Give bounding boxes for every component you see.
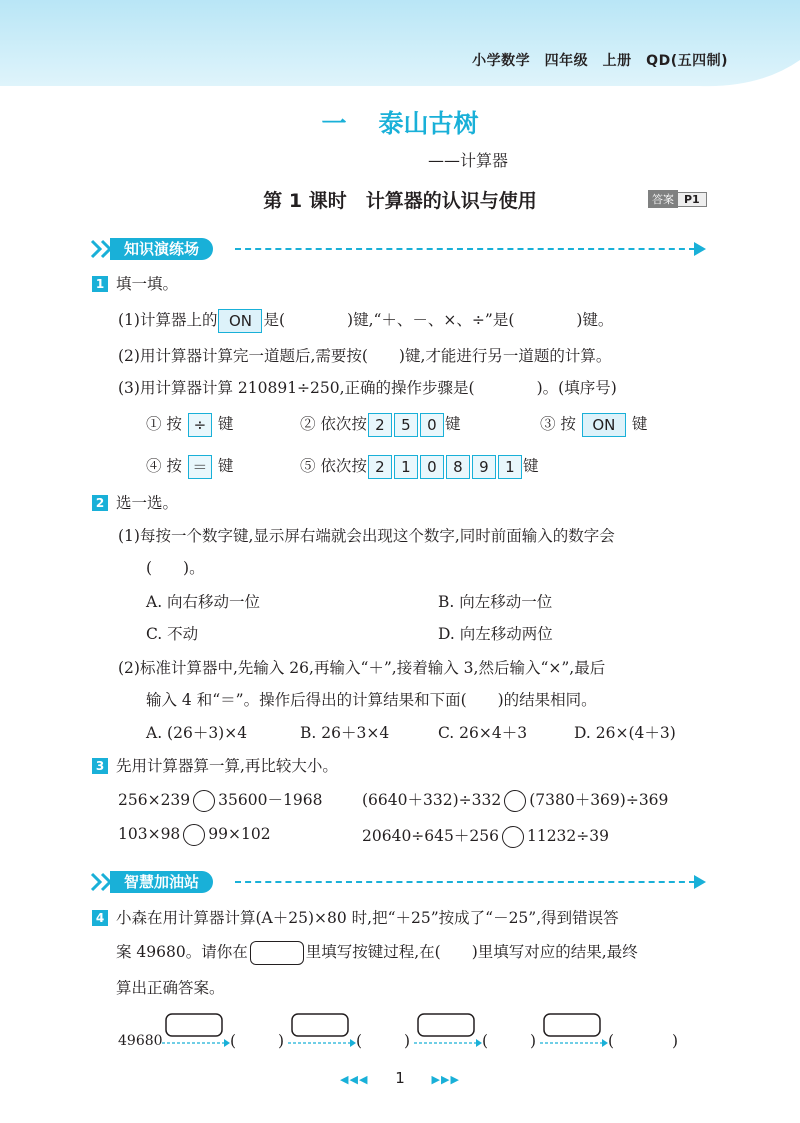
key-input-box bbox=[292, 1014, 348, 1036]
section-title: 知识演练场 bbox=[110, 238, 213, 260]
q1-part1 bbox=[118, 308, 613, 333]
header-series: 小学数学 四年级 上册 QD(五四制) bbox=[472, 53, 728, 69]
on-key: ON bbox=[218, 309, 262, 333]
expr-right: 11232÷39 bbox=[526, 827, 609, 845]
chapter-number: 一 bbox=[321, 109, 347, 138]
digit-key: 5 bbox=[394, 413, 418, 437]
question-number: 4 bbox=[92, 910, 108, 926]
lesson-title: 第 1 课时 计算器的认识与使用 bbox=[263, 190, 537, 212]
expr-left: 20640÷645＋256 bbox=[362, 827, 499, 845]
compare-circle[interactable] bbox=[193, 790, 215, 812]
expr-right: 35600－1968 bbox=[218, 791, 323, 809]
section-header-challenge bbox=[90, 869, 710, 895]
expr-left: (6640＋332)÷332 bbox=[362, 791, 502, 809]
arrow-right-icon bbox=[694, 875, 706, 889]
key-box bbox=[250, 941, 304, 965]
divide-key: ÷ bbox=[188, 413, 212, 437]
section-divider bbox=[235, 881, 695, 883]
on-key: ON bbox=[582, 413, 626, 437]
section-header-practice bbox=[90, 236, 710, 262]
compare-3 bbox=[118, 824, 271, 846]
digit-key: 0 bbox=[420, 455, 444, 479]
option-b: B. 向左移动一位 bbox=[438, 593, 553, 611]
chapter-subtitle: ——计算器 bbox=[428, 151, 509, 170]
question-number: 3 bbox=[92, 758, 108, 774]
q2-part1-line1: (1)每按一个数字键,显示屏右端就会出现这个数字,同时前面输入的数字会 bbox=[118, 527, 615, 545]
step-suffix: 键 bbox=[217, 415, 234, 433]
step-label: ③ 按 bbox=[540, 415, 576, 433]
arrow-right-icon bbox=[694, 242, 706, 256]
step-suffix: 键 bbox=[631, 415, 648, 433]
step-suffix: 键 bbox=[444, 415, 461, 433]
q1-part2: (2)用计算器计算完一道题后,需要按( )键,才能进行另一道题的计算。 bbox=[118, 347, 612, 365]
step-suffix: 键 bbox=[522, 457, 539, 475]
option-d: D. 向左移动两位 bbox=[438, 625, 553, 643]
key-input-box bbox=[418, 1014, 474, 1036]
result-paren: ) bbox=[530, 1032, 537, 1050]
step-label: ① 按 bbox=[146, 415, 182, 433]
result-paren: ) bbox=[404, 1032, 411, 1050]
answer-label: 答案 bbox=[648, 190, 678, 208]
section-divider bbox=[235, 248, 695, 250]
compare-1 bbox=[118, 788, 322, 812]
digit-key: 9 bbox=[472, 455, 496, 479]
digit-key: 1 bbox=[394, 455, 418, 479]
compare-circle[interactable] bbox=[183, 824, 205, 846]
expr-left: 256×239 bbox=[118, 791, 191, 809]
flow-step-3 bbox=[414, 1014, 482, 1047]
question-number: 1 bbox=[92, 276, 108, 292]
expr-right: (7380＋369)÷369 bbox=[529, 791, 669, 809]
q4-line3: 算出正确答案。 bbox=[116, 979, 225, 997]
q1-part1-lead: (1)计算器上的 bbox=[118, 311, 218, 329]
result-paren: ( bbox=[230, 1032, 237, 1050]
chapter-title bbox=[0, 104, 800, 140]
flow-step-2 bbox=[288, 1014, 356, 1047]
compare-4 bbox=[362, 824, 609, 848]
result-paren: ( bbox=[356, 1032, 363, 1050]
expr-left: 103×98 bbox=[118, 825, 181, 843]
q1-part1-rest: 是( )键,“＋、－、×、÷”是( )键。 bbox=[263, 311, 614, 329]
question-title: 选一选。 bbox=[116, 494, 179, 512]
q4-line2-rest: 里填写按键过程,在( )里填写对应的结果,最终 bbox=[305, 943, 638, 961]
step-label: ⑤ 依次按 bbox=[300, 457, 367, 475]
result-paren: ( bbox=[482, 1032, 489, 1050]
answer-tag bbox=[648, 191, 707, 207]
step-2 bbox=[300, 412, 460, 437]
q4-line2 bbox=[116, 940, 638, 965]
page-footer bbox=[0, 1069, 800, 1087]
compare-circle[interactable] bbox=[502, 826, 524, 848]
chapter-name: 泰山古树 bbox=[378, 109, 479, 138]
option-a: A. 向右移动一位 bbox=[146, 593, 261, 611]
flow-step-1 bbox=[162, 1014, 230, 1047]
compare-circle[interactable] bbox=[504, 790, 526, 812]
equals-key: ＝ bbox=[188, 455, 212, 479]
question-title: 先用计算器算一算,再比较大小。 bbox=[116, 757, 338, 775]
answer-page: P1 bbox=[678, 192, 707, 207]
option-c: C. 26×4＋3 bbox=[438, 724, 528, 742]
result-paren: ) bbox=[278, 1032, 285, 1050]
result-paren: ) bbox=[672, 1032, 679, 1050]
compare-2 bbox=[362, 788, 668, 812]
flow-start-value: 49680 bbox=[118, 1033, 163, 1049]
page-number: 1 bbox=[395, 1069, 405, 1087]
step-4 bbox=[146, 454, 233, 479]
digit-key: 1 bbox=[498, 455, 522, 479]
digit-key: 2 bbox=[368, 413, 392, 437]
key-input-box bbox=[166, 1014, 222, 1036]
q2-part2-line1: (2)标准计算器中,先输入 26,再输入“＋”,接着输入 3,然后输入“×”,最后 bbox=[118, 659, 606, 677]
q4-line1: 小森在用计算器计算(A＋25)×80 时,把“＋25”按成了“－25”,得到错误答 bbox=[116, 909, 619, 927]
digit-key: 0 bbox=[420, 413, 444, 437]
step-5 bbox=[300, 454, 538, 479]
section-title: 智慧加油站 bbox=[110, 871, 213, 893]
q4-line2-lead: 案 49680。请你在 bbox=[116, 943, 248, 961]
option-c: C. 不动 bbox=[146, 625, 199, 643]
option-b: B. 26＋3×4 bbox=[300, 724, 390, 742]
step-1 bbox=[146, 412, 233, 437]
result-paren: ( bbox=[608, 1032, 615, 1050]
left-arrows-icon: ◀◀◀ bbox=[340, 1073, 369, 1086]
key-input-box bbox=[544, 1014, 600, 1036]
right-arrows-icon: ▶▶▶ bbox=[431, 1073, 460, 1086]
step-label: ② 依次按 bbox=[300, 415, 367, 433]
step-suffix: 键 bbox=[217, 457, 234, 475]
expr-right: 99×102 bbox=[208, 825, 271, 843]
step-label: ④ 按 bbox=[146, 457, 182, 475]
q1-part3: (3)用计算器计算 210891÷250,正确的操作步骤是( )。(填序号) bbox=[118, 379, 617, 397]
step-3 bbox=[540, 412, 647, 437]
flow-diagram bbox=[160, 1010, 700, 1056]
option-d: D. 26×(4＋3) bbox=[574, 724, 676, 742]
question-title: 填一填。 bbox=[116, 275, 179, 293]
flow-step-4 bbox=[540, 1014, 608, 1047]
q2-part2-line2: 输入 4 和“＝”。操作后得出的计算结果和下面( )的结果相同。 bbox=[146, 691, 597, 709]
option-a: A. (26＋3)×4 bbox=[146, 724, 248, 742]
digit-key: 8 bbox=[446, 455, 470, 479]
digit-key: 2 bbox=[368, 455, 392, 479]
q2-part1-line2: ( )。 bbox=[146, 559, 205, 577]
question-number: 2 bbox=[92, 495, 108, 511]
